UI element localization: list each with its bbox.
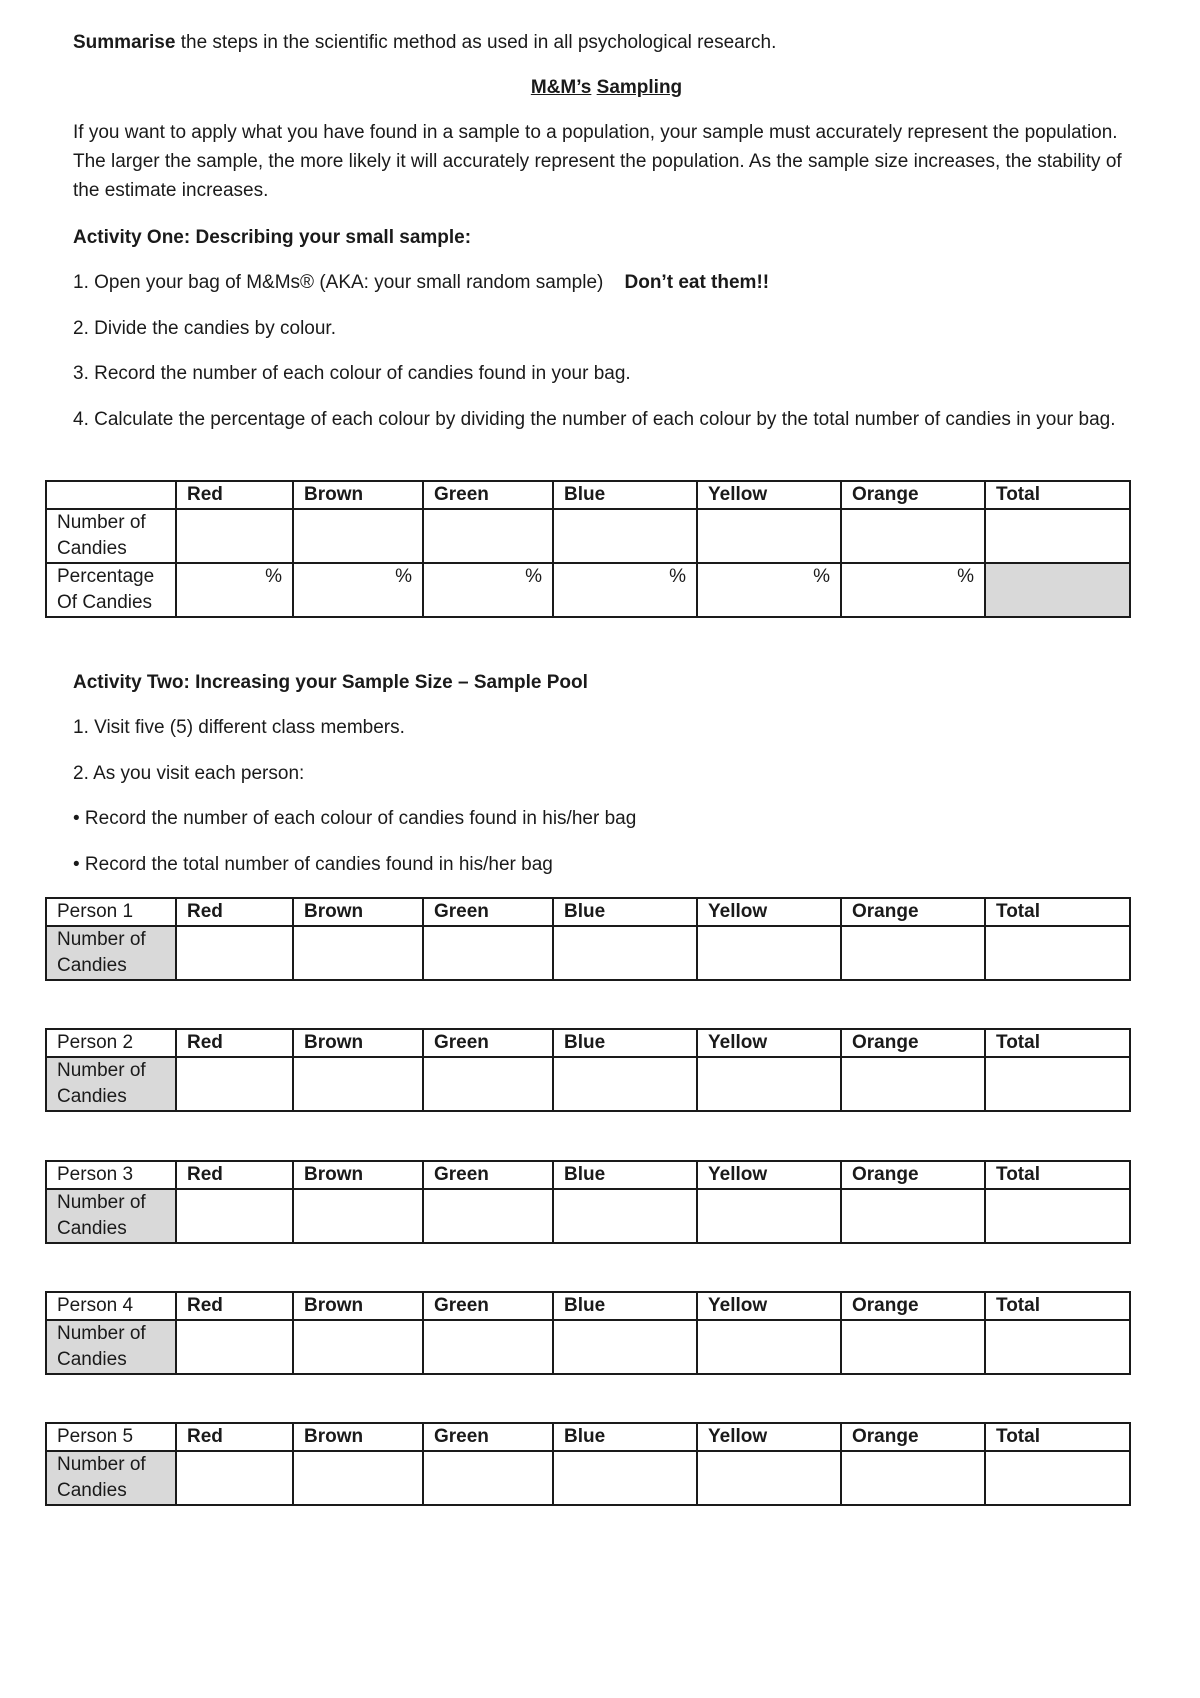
col-red: Red xyxy=(176,1423,293,1451)
col-total: Total xyxy=(985,481,1130,509)
col-blue: Blue xyxy=(553,1423,697,1451)
col-orange: Orange xyxy=(841,1292,985,1320)
input-cell-red[interactable] xyxy=(176,1189,293,1243)
activity-one-step2: 2. Divide the candies by colour. xyxy=(73,318,336,339)
input-cell-green[interactable] xyxy=(423,1057,553,1111)
col-orange: Orange xyxy=(841,898,985,926)
col-green: Green xyxy=(423,1292,553,1320)
col-total: Total xyxy=(985,1292,1130,1320)
table-header-row xyxy=(46,1423,1130,1451)
activity-one-heading: Activity One: Describing your small sample: xyxy=(73,227,472,248)
activity-two-bullet1: • Record the number of each colour of candies found in his/her bag xyxy=(73,808,637,829)
col-brown: Brown xyxy=(293,1029,423,1057)
title-part1: M&M’s xyxy=(530,77,592,98)
person-table-1 xyxy=(45,897,1131,981)
table-row-number xyxy=(46,509,1130,563)
input-cell-yellow[interactable] xyxy=(697,1057,841,1111)
activity-one-table xyxy=(45,480,1131,618)
input-cell-green[interactable] xyxy=(423,1451,553,1505)
input-cell-yellow[interactable] xyxy=(697,926,841,980)
col-orange: Orange xyxy=(841,481,985,509)
col-brown: Brown xyxy=(293,898,423,926)
input-cell-blue[interactable] xyxy=(553,509,697,563)
col-red: Red xyxy=(176,481,293,509)
page-title xyxy=(73,73,1140,102)
col-yellow: Yellow xyxy=(697,1292,841,1320)
input-cell-total[interactable] xyxy=(985,509,1130,563)
col-yellow: Yellow xyxy=(697,481,841,509)
person-table-5 xyxy=(45,1422,1131,1506)
activity-one-step3: 3. Record the number of each colour of candies found in your bag. xyxy=(73,363,631,384)
activity-one-step4: 4. Calculate the percentage of each colour by dividing the number of each colour by the total number of candies in your bag. xyxy=(73,409,1116,430)
pct-cell-blue[interactable]: % xyxy=(553,563,697,617)
table-row-number xyxy=(46,926,1130,980)
intro-text: the steps in the scientific method as used in all psychological research. xyxy=(175,32,777,53)
table-header-row xyxy=(46,481,1130,509)
col-brown: Brown xyxy=(293,1292,423,1320)
col-total: Total xyxy=(985,1423,1130,1451)
row-label-number: Number of Candies xyxy=(46,1451,176,1505)
col-blue: Blue xyxy=(553,481,697,509)
input-cell-yellow[interactable] xyxy=(697,1320,841,1374)
input-cell-green[interactable] xyxy=(423,1189,553,1243)
input-cell-brown[interactable] xyxy=(293,1057,423,1111)
col-total: Total xyxy=(985,1029,1130,1057)
input-cell-red[interactable] xyxy=(176,1451,293,1505)
title-part2: Sampling xyxy=(596,77,683,98)
input-cell-green[interactable] xyxy=(423,509,553,563)
col-yellow: Yellow xyxy=(697,898,841,926)
input-cell-orange[interactable] xyxy=(841,1451,985,1505)
pct-cell-green[interactable]: % xyxy=(423,563,553,617)
input-cell-orange[interactable] xyxy=(841,1320,985,1374)
table-row-percentage xyxy=(46,563,1130,617)
input-cell-blue[interactable] xyxy=(553,1189,697,1243)
person-table-4 xyxy=(45,1291,1131,1375)
input-cell-total[interactable] xyxy=(985,1189,1130,1243)
col-green: Green xyxy=(423,1029,553,1057)
col-blue: Blue xyxy=(553,898,697,926)
input-cell-red[interactable] xyxy=(176,509,293,563)
input-cell-red[interactable] xyxy=(176,1057,293,1111)
person-table-2 xyxy=(45,1028,1131,1112)
row-label-number: Number of Candies xyxy=(46,1189,176,1243)
activity-two-step2: 2. As you visit each person: xyxy=(73,763,305,784)
input-cell-green[interactable] xyxy=(423,1320,553,1374)
col-green: Green xyxy=(423,1423,553,1451)
header-blank-cell xyxy=(46,481,176,509)
input-cell-green[interactable] xyxy=(423,926,553,980)
col-brown: Brown xyxy=(293,481,423,509)
pct-cell-total-shaded xyxy=(985,563,1130,617)
col-yellow: Yellow xyxy=(697,1161,841,1189)
person-label: Person 1 xyxy=(46,898,176,926)
table-row-number xyxy=(46,1451,1130,1505)
input-cell-blue[interactable] xyxy=(553,926,697,980)
table-header-row xyxy=(46,1161,1130,1189)
row-label-number: Number of Candies xyxy=(46,1057,176,1111)
intro-line xyxy=(73,28,1140,57)
person-label: Person 3 xyxy=(46,1161,176,1189)
row-label-number: Number of Candies xyxy=(46,926,176,980)
step1-warning: Don’t eat them!! xyxy=(624,272,770,293)
table-row-number xyxy=(46,1057,1130,1111)
input-cell-total[interactable] xyxy=(985,926,1130,980)
col-total: Total xyxy=(985,1161,1130,1189)
col-orange: Orange xyxy=(841,1423,985,1451)
input-cell-orange[interactable] xyxy=(841,1189,985,1243)
input-cell-total[interactable] xyxy=(985,1320,1130,1374)
step1-text: 1. Open your bag of M&Ms® (AKA: your small random sample) xyxy=(73,272,604,293)
activity-two-heading: Activity Two: Increasing your Sample Size – Sample Pool xyxy=(73,672,588,693)
table-header-row xyxy=(46,1029,1130,1057)
row-label-number: Number of Candies xyxy=(46,1320,176,1374)
input-cell-blue[interactable] xyxy=(553,1451,697,1505)
input-cell-red[interactable] xyxy=(176,1320,293,1374)
intro-paragraph: If you want to apply what you have found in a sample to a population, your sample must accurately represent the population. The larger the sample, the more likely it will accurately represent the population. As the sample size increases, the stability of the estimate increases. xyxy=(73,122,1122,201)
col-red: Red xyxy=(176,898,293,926)
row-label-number: Number of Candies xyxy=(46,509,176,563)
input-cell-orange[interactable] xyxy=(841,926,985,980)
person-label: Person 4 xyxy=(46,1292,176,1320)
intro-bold: Summarise xyxy=(73,32,176,53)
col-red: Red xyxy=(176,1029,293,1057)
input-cell-orange[interactable] xyxy=(841,1057,985,1111)
col-green: Green xyxy=(423,481,553,509)
col-blue: Blue xyxy=(553,1292,697,1320)
input-cell-brown[interactable] xyxy=(293,509,423,563)
col-total: Total xyxy=(985,898,1130,926)
input-cell-yellow[interactable] xyxy=(697,509,841,563)
person-label: Person 2 xyxy=(46,1029,176,1057)
pct-cell-orange[interactable]: % xyxy=(841,563,985,617)
input-cell-brown[interactable] xyxy=(293,1320,423,1374)
table-header-row xyxy=(46,1292,1130,1320)
col-red: Red xyxy=(176,1292,293,1320)
input-cell-yellow[interactable] xyxy=(697,1451,841,1505)
col-yellow: Yellow xyxy=(697,1423,841,1451)
col-blue: Blue xyxy=(553,1161,697,1189)
col-brown: Brown xyxy=(293,1423,423,1451)
activity-two-step1: 1. Visit five (5) different class members. xyxy=(73,717,405,738)
row-label-percentage: Percentage Of Candies xyxy=(46,563,176,617)
input-cell-yellow[interactable] xyxy=(697,1189,841,1243)
col-yellow: Yellow xyxy=(697,1029,841,1057)
input-cell-total[interactable] xyxy=(985,1057,1130,1111)
col-orange: Orange xyxy=(841,1161,985,1189)
activity-two-bullet2: • Record the total number of candies found in his/her bag xyxy=(73,854,553,875)
col-green: Green xyxy=(423,898,553,926)
col-blue: Blue xyxy=(553,1029,697,1057)
pct-cell-brown[interactable]: % xyxy=(293,563,423,617)
table-row-number xyxy=(46,1320,1130,1374)
input-cell-orange[interactable] xyxy=(841,509,985,563)
table-row-number xyxy=(46,1189,1130,1243)
input-cell-brown[interactable] xyxy=(293,1189,423,1243)
pct-cell-yellow[interactable]: % xyxy=(697,563,841,617)
pct-cell-red[interactable]: % xyxy=(176,563,293,617)
person-table-3 xyxy=(45,1160,1131,1244)
activity-one-step1 xyxy=(73,268,1140,297)
col-brown: Brown xyxy=(293,1161,423,1189)
input-cell-total[interactable] xyxy=(985,1451,1130,1505)
input-cell-brown[interactable] xyxy=(293,926,423,980)
col-green: Green xyxy=(423,1161,553,1189)
input-cell-red[interactable] xyxy=(176,926,293,980)
table-header-row xyxy=(46,898,1130,926)
input-cell-blue[interactable] xyxy=(553,1320,697,1374)
input-cell-brown[interactable] xyxy=(293,1451,423,1505)
col-orange: Orange xyxy=(841,1029,985,1057)
col-red: Red xyxy=(176,1161,293,1189)
person-label: Person 5 xyxy=(46,1423,176,1451)
input-cell-blue[interactable] xyxy=(553,1057,697,1111)
